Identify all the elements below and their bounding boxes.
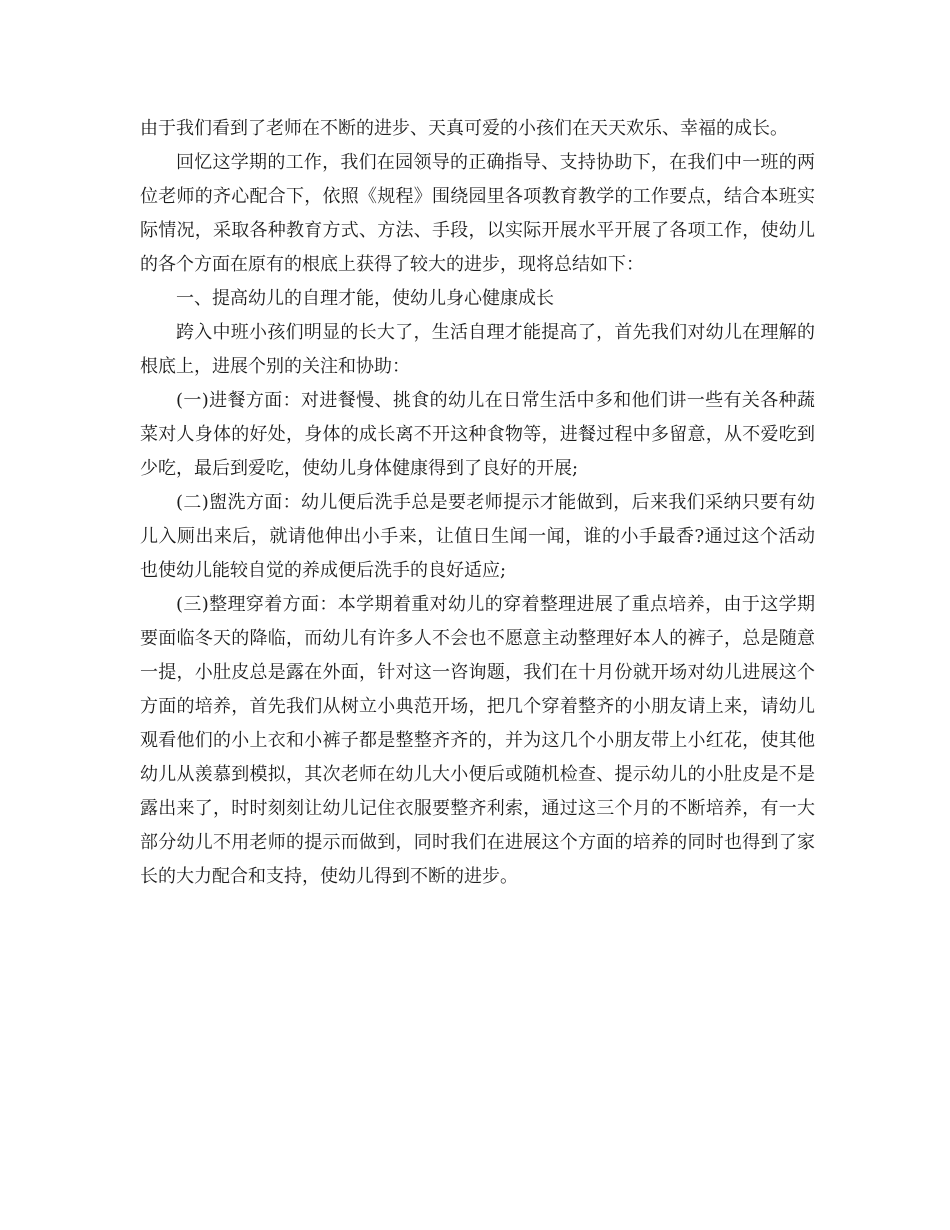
paragraph-intro-continued: 由于我们看到了老师在不断的进步、天真可爱的小孩们在天天欢乐、幸福的成长。 [140,118,788,139]
paragraph-review: 回忆这学期的工作，我们在园领导的正确指导、支持协助下，在我们中一班的两位老师的齐心配合下，依照《规程》围绕园里各项教育教学的工作要点，结合本班实际情况，采取各种教育方式、方法、手段，以实际开展水平开展了各项工作，使幼儿的各个方面在原有的根底上获得了较大的进步，现将总结如下： [140,152,815,275]
document-body [140,112,815,894]
section-heading-self-care: 一、提高幼儿的自理才能，使幼儿身心健康成长 [176,288,554,309]
paragraph-dressing: (三)整理穿着方面：本学期着重对幼儿的穿着整理进展了重点培养，由于这学期要面临冬天的降临，而幼儿有许多人不会也不愿意主动整理好本人的裤子，总是随意一提，小肚皮总是露在外面，针对这一咨询题，我们在十月份就开场对幼儿进展这个方面的培养，首先我们从树立小典范开场，把几个穿着整齐的小朋友请上来，请幼儿观看他们的小上衣和小裤子都是整整齐齐的，并为这几个小朋友带上小红花，使其他幼儿从羡慕到模拟，其次老师在幼儿大小便后或随机检查、提示幼儿的小肚皮是不是露出来了，时时刻刻让幼儿记住衣服要整齐利索，通过这三个月的不断培养，有一大部分幼儿不用老师的提示而做到，同时我们在进展这个方面的培养的同时也得到了家长的大力配合和支持，使幼儿得到不断的进步。 [140,594,815,887]
paragraph-eating: (一)进餐方面：对进餐慢、挑食的幼儿在日常生活中多和他们讲一些有关各种蔬菜对人身体的好处，身体的成长离不开这种食物等，进餐过程中多留意，从不爱吃到少吃，最后到爱吃，使幼儿身体健康得到了良好的开展; [140,390,815,479]
paragraph-middle-class: 跨入中班小孩们明显的长大了，生活自理才能提高了，首先我们对幼儿在理解的根底上，进展个别的关注和协助： [140,322,815,377]
paragraph-washing: (二)盥洗方面：幼儿便后洗手总是要老师提示才能做到，后来我们采纳只要有幼儿入厕出来后，就请他伸出小手来，让值日生闻一闻，谁的小手最香?通过这个活动也使幼儿能较自觉的养成便后洗手的良好适应; [140,492,815,581]
